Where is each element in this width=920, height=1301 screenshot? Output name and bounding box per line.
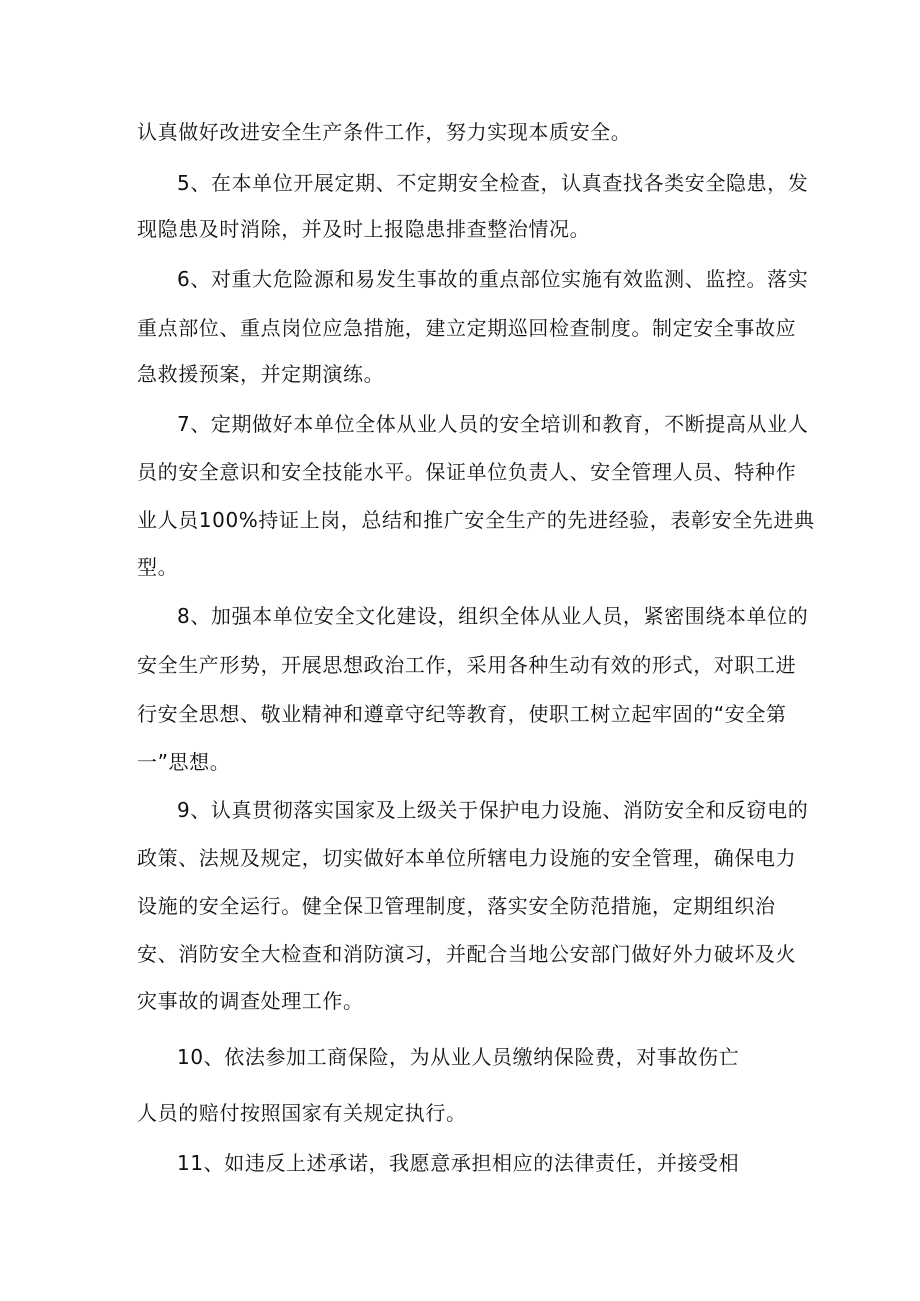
paragraph-11-line-1: 11、如违反上述承诺，我愿意承担相应的法律责任，并接受相 (177, 1151, 740, 1175)
paragraph-6-line-1: 6、对重大危险源和易发生事故的重点部位实施有效监测、监控。落实 (177, 267, 809, 291)
paragraph-6-line-3: 急救援预案，并定期演练。 (137, 362, 385, 386)
paragraph-8-line-1: 8、加强本单位安全文化建设，组织全体从业人员，紧密围绕本单位的 (177, 604, 809, 628)
paragraph-10-line-1: 10、依法参加工商保险，为从业人员缴纳保险费，对事故伤亡 (177, 1045, 740, 1069)
paragraph-9-line-1: 9、认真贯彻落实国家及上级关于保护电力设施、消防安全和反窃电的 (177, 798, 809, 822)
paragraph-7-line-3: 业人员100%持证上岗，总结和推广安全生产的先进经验，表彰安全先进典 (137, 508, 815, 532)
paragraph-5-line-2: 现隐患及时消除，并及时上报隐患排查整治情况。 (137, 217, 591, 241)
paragraph-8-line-2: 安全生产形势，开展思想政治工作，采用各种生动有效的形式，对职工进 (137, 653, 797, 677)
paragraph-10-line-2: 人员的赔付按照国家有关规定执行。 (137, 1101, 467, 1125)
paragraph-9-line-4: 安、消防安全大检查和消防演习，并配合当地公安部门做好外力破坏及火 (137, 942, 797, 966)
paragraph-9-line-3: 设施的安全运行。健全保卫管理制度，落实安全防范措施，定期组织治 (137, 894, 776, 918)
paragraph-8-line-3: 行安全思想、敬业精神和遵章守纪等教育，使职工树立起牢固的“安全第 (137, 702, 787, 726)
paragraph-5-line-1: 5、在本单位开展定期、不定期安全检查，认真查找各类安全隐患，发 (177, 171, 809, 195)
paragraph-8-line-4: 一”思想。 (137, 750, 231, 774)
paragraph-9-line-2: 政策、法规及规定，切实做好本单位所辖电力设施的安全管理，确保电力 (137, 846, 797, 870)
paragraph-7-line-4: 型。 (137, 555, 179, 579)
text-line-1: 认真做好改进安全生产条件工作，努力实现本质安全。 (137, 120, 632, 144)
paragraph-7-line-1: 7、定期做好本单位全体从业人员的安全培训和教育，不断提高从业人 (177, 412, 809, 436)
paragraph-6-line-2: 重点部位、重点岗位应急措施，建立定期巡回检查制度。制定安全事故应 (137, 316, 797, 340)
paragraph-9-line-5: 灾事故的调查处理工作。 (137, 989, 364, 1013)
paragraph-7-line-2: 员的安全意识和安全技能水平。保证单位负责人、安全管理人员、特种作 (137, 460, 797, 484)
